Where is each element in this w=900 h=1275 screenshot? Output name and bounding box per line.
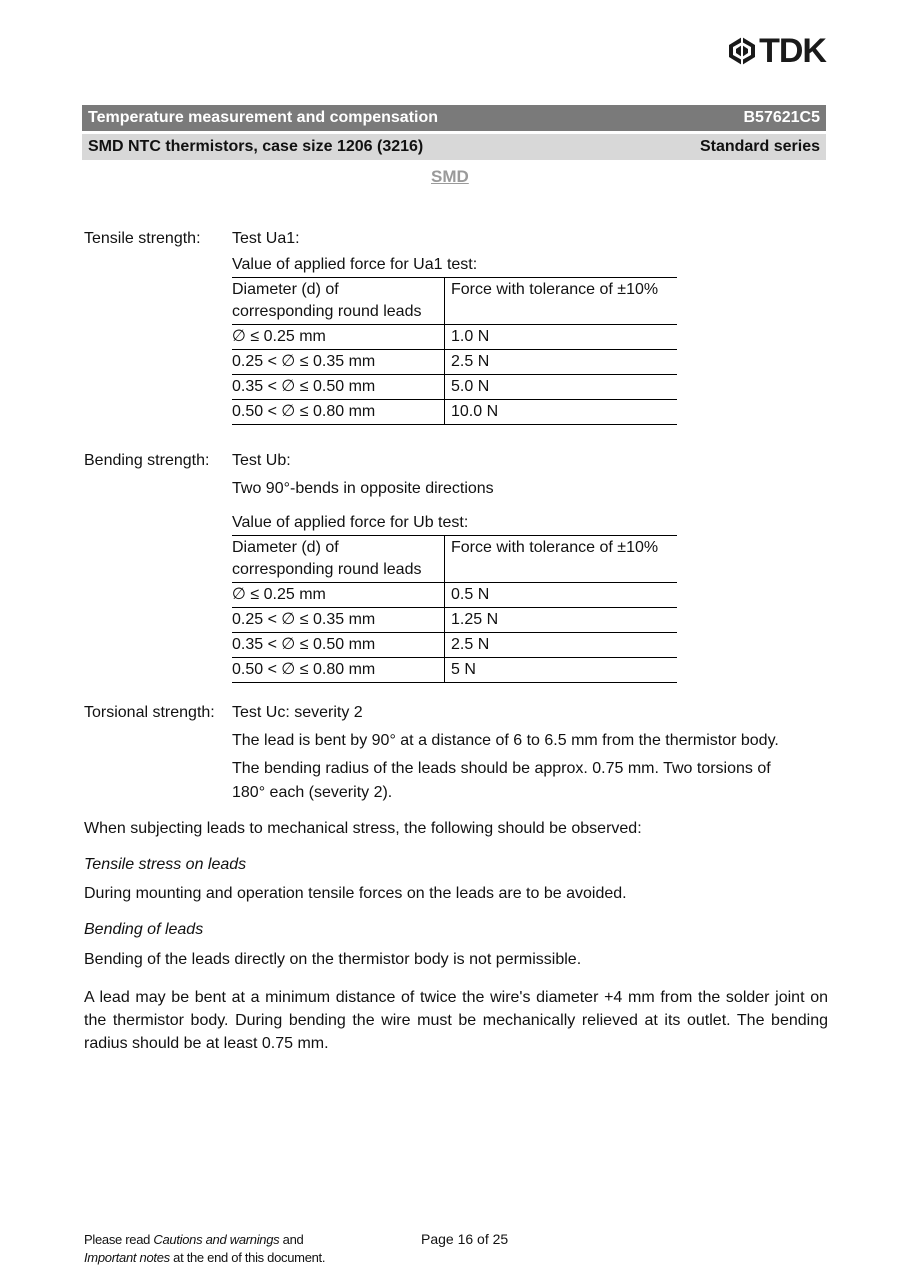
force-cell: 5 N [451,661,476,678]
page-number: Page 16 of 25 [421,1231,509,1247]
table-row [232,350,677,375]
force-header: Force with tolerance of ±10% [451,539,659,556]
force-cell: 1.0 N [451,328,490,345]
diameter-cell: 0.25 < ∅ ≤ 0.35 mm [232,608,445,633]
footer-please-read: Please read [84,1232,154,1247]
tensile-intro: Value of applied force for Ua1 test: [232,256,478,273]
footer-notice [84,1231,325,1267]
bending-leads-text1: Bending of the leads directly on the thermistor body is not permissible. [84,951,582,968]
table-header-row [232,278,677,325]
diameter-cell: ∅ ≤ 0.25 mm [232,325,445,350]
diameter-header-line1: Diameter (d) of [232,539,339,556]
bending-test: Test Ub: [232,452,291,469]
bending-intro: Value of applied force for Ub test: [232,514,469,531]
diameter-cell: ∅ ≤ 0.25 mm [232,583,445,608]
tdk-logo [727,32,826,70]
table-row [232,658,677,683]
tensile-force-table [232,277,677,425]
header-band-product [82,134,826,160]
force-cell: 2.5 N [451,636,490,653]
important-notes-text: Important notes [84,1250,170,1265]
force-cell: 10.0 N [451,403,499,420]
bending-leads-text2: A lead may be bent at a minimum distance of twice the wire's diameter +4 mm from the solder joint on the thermistor body. During bending the wire must be mechanically relieved at its outlet. The bending radius should be at least 0.75 mm. [84,989,828,1052]
cautions-link-text: Cautions and warnings [153,1232,280,1247]
smd-badge: SMD [431,167,469,186]
tdk-emblem-icon [727,36,757,66]
bending-label: Bending strength: [84,452,210,469]
table-row [232,325,677,350]
diameter-cell: 0.35 < ∅ ≤ 0.50 mm [232,375,445,400]
footer-and: and [279,1232,304,1247]
torsional-p1: The lead is bent by 90° at a distance of 6 to 6.5 mm from the thermistor body. [232,732,779,749]
torsional-test: Test Uc: severity 2 [232,704,363,721]
diameter-cell: 0.25 < ∅ ≤ 0.35 mm [232,350,445,375]
product-title: SMD NTC thermistors, case size 1206 (3216) [88,138,424,155]
diameter-header-line2: corresponding round leads [232,561,422,578]
header-band-category [82,105,826,131]
footer-end: at the end of this document. [169,1250,326,1265]
table-row [232,583,677,608]
diameter-header [232,536,445,583]
force-cell: 5.0 N [451,378,490,395]
table-header-row [232,536,677,583]
tensile-test: Test Ua1: [232,230,300,247]
part-number: B57621C5 [743,109,820,126]
force-cell: 1.25 N [451,611,499,628]
force-cell: 2.5 N [451,353,490,370]
table-row [232,608,677,633]
table-row [232,400,677,425]
torsional-p2-line2: 180° each (severity 2). [232,784,393,801]
logo-text: TDK [759,32,826,70]
force-cell: 0.5 N [451,586,490,603]
diameter-header-line1: Diameter (d) of [232,281,339,298]
torsional-label: Torsional strength: [84,704,215,721]
tensile-stress-text: During mounting and operation tensile forces on the leads are to be avoided. [84,885,627,902]
notes-intro: When subjecting leads to mechanical stress, the following should be observed: [84,820,642,837]
bending-leads-heading: Bending of leads [84,921,204,938]
tensile-label: Tensile strength: [84,230,201,247]
diameter-cell: 0.50 < ∅ ≤ 0.80 mm [232,658,445,683]
table-row [232,375,677,400]
series-label: Standard series [699,138,820,155]
diameter-header [232,278,445,325]
diameter-header-line2: corresponding round leads [232,303,422,320]
bending-desc: Two 90°-bends in opposite directions [232,480,494,497]
diameter-cell: 0.35 < ∅ ≤ 0.50 mm [232,633,445,658]
bending-force-table [232,535,677,683]
table-row [232,633,677,658]
force-header: Force with tolerance of ±10% [451,281,659,298]
tensile-stress-heading: Tensile stress on leads [84,856,247,873]
category-title: Temperature measurement and compensation [88,109,439,126]
torsional-p2-line1: The bending radius of the leads should be approx. 0.75 mm. Two torsions of [232,760,771,777]
diameter-cell: 0.50 < ∅ ≤ 0.80 mm [232,400,445,425]
